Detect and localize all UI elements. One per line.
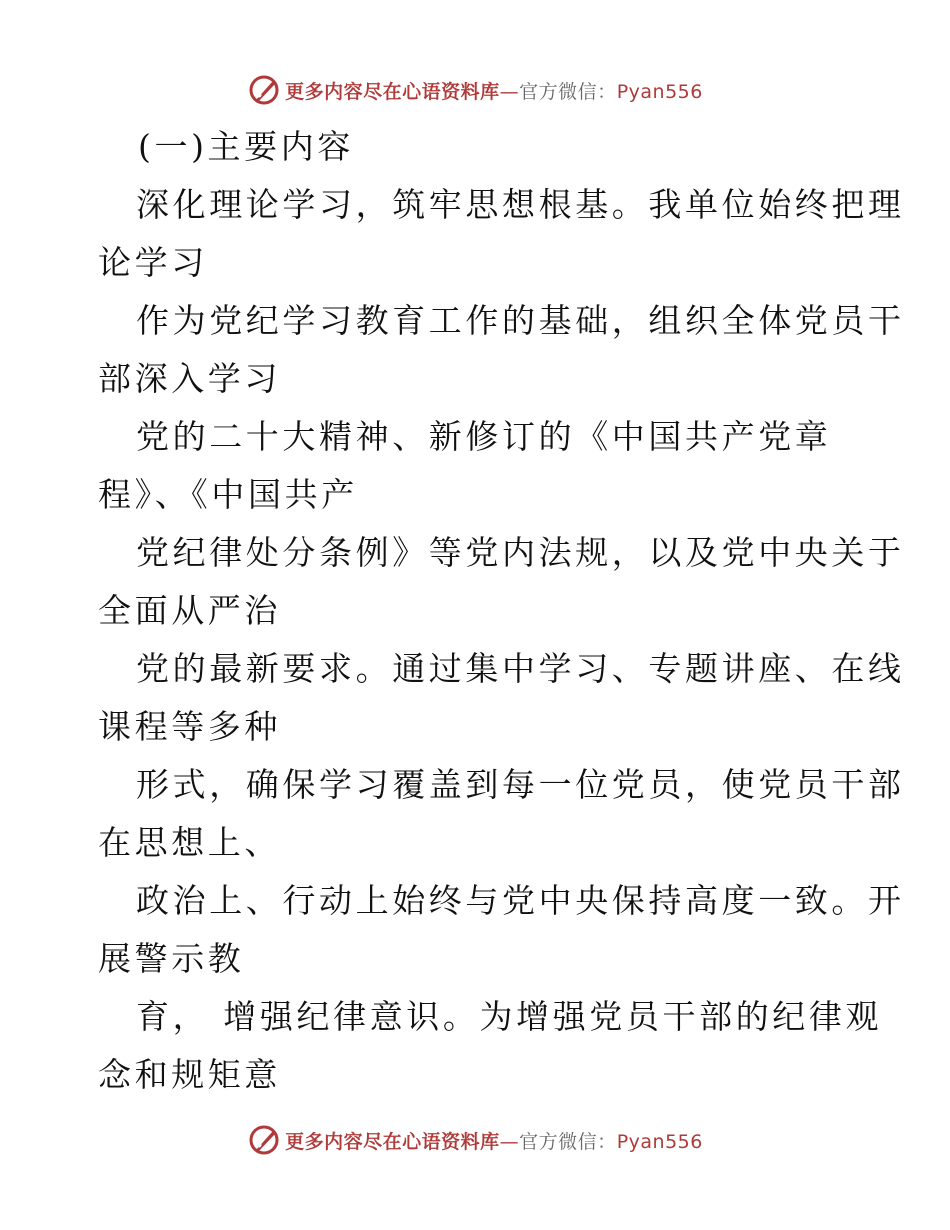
header-official-label: 官方微信： [519,80,617,103]
footer-dash: — [499,1130,520,1153]
paragraph-line: 部深入学习 [98,359,281,398]
paragraph-line: 全面从严治 [98,591,281,630]
paragraph-line: 念和规矩意 [98,1055,281,1094]
document-body [98,118,905,1104]
paragraph-line: 深化理论学习，筑牢思想根基。我单位始终把理 [136,185,905,224]
paragraph-line: 展警示教 [98,939,245,978]
header-text [285,77,703,104]
paragraph-line: 论学习 [98,243,208,282]
footer-official-label: 官方微信： [519,1130,617,1153]
paragraph-line: 政治上、行动上始终与党中央保持高度一致。开 [136,881,905,920]
header-dash: — [499,80,520,103]
paragraph-line: 程》、《中国共产 [98,475,358,514]
paragraph-line: 党的二十大精神、新修订的《中国共产党章 [136,417,832,456]
header-wechat-id: Pyan556 [616,80,703,103]
footer-text [285,1127,703,1154]
footer-banner [0,1120,950,1160]
paragraph-line: 在思想上、 [98,823,281,862]
header-banner [0,70,950,110]
paragraph-line: 育， 增强纪律意识。为增强党员干部的纪律观 [136,997,883,1036]
quill-pen-logo-icon [247,73,281,107]
section-heading: (一)主要内容 [138,127,354,166]
paragraph-line: 课程等多种 [98,707,281,746]
paragraph-line: 作为党纪学习教育工作的基础，组织全体党员干 [136,301,905,340]
footer-brand: 更多内容尽在心语资料库 [285,1130,500,1153]
quill-pen-logo-icon [247,1123,281,1157]
footer-wechat-id: Pyan556 [616,1130,703,1153]
paragraph-line: 党的最新要求。通过集中学习、专题讲座、在线 [136,649,905,688]
paragraph-line: 形式，确保学习覆盖到每一位党员，使党员干部 [136,765,905,804]
header-brand: 更多内容尽在心语资料库 [285,80,500,103]
paragraph-line: 党纪律处分条例》等党内法规，以及党中央关于 [136,533,905,572]
